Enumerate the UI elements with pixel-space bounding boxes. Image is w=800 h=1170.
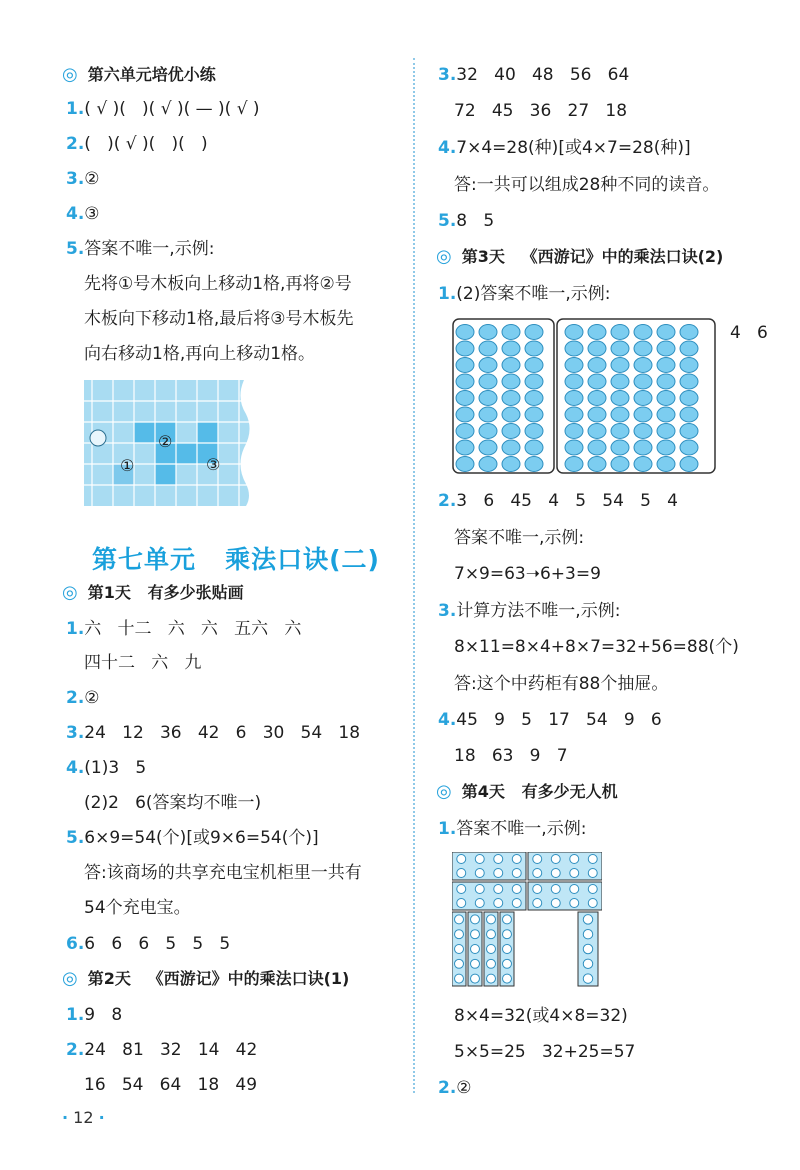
q-number: 5. — [438, 211, 457, 231]
q-number: 4. — [438, 710, 457, 730]
ball — [565, 407, 583, 422]
ball — [525, 457, 543, 472]
q-number: 1. — [66, 619, 85, 639]
drone-dot — [503, 945, 512, 954]
ball — [611, 358, 629, 373]
answer-line: 8×4=32(或4×8=32) — [454, 1006, 628, 1026]
drone-dot — [487, 945, 496, 954]
q-text: 24 81 32 14 42 — [84, 1040, 258, 1060]
q-text: 答案不唯一,示例: — [456, 819, 587, 839]
drone-dot — [583, 959, 592, 968]
answer-line: 54个充电宝。 — [84, 898, 191, 918]
ball — [456, 407, 474, 422]
ball — [479, 325, 497, 340]
q-text: 6×9=54(个)[或9×6=54(个)] — [84, 828, 319, 848]
answer-line — [438, 283, 611, 305]
answer-line: 四十二 六 九 — [84, 653, 202, 673]
ball — [680, 391, 698, 406]
q-text: 45 9 5 17 54 9 6 — [456, 710, 662, 730]
q-number: 2. — [66, 134, 85, 154]
drone-dot — [457, 869, 466, 878]
answer-line — [438, 818, 586, 840]
drone-dot — [457, 855, 466, 864]
answer-line — [438, 137, 691, 159]
q-text: ② — [84, 169, 100, 189]
drone-dot — [588, 869, 597, 878]
drone-dot — [570, 899, 579, 908]
drone-dot — [583, 929, 592, 938]
section-title: 第3天 《西游记》中的乘法口诀(2) — [461, 247, 724, 266]
ball — [502, 391, 520, 406]
ball — [565, 358, 583, 373]
answer-line: 7×9=63➝6+3=9 — [454, 564, 601, 584]
section-title: 第六单元培优小练 — [87, 65, 216, 84]
drone-dot — [583, 974, 592, 983]
ball — [588, 374, 606, 389]
drone-dot — [487, 930, 496, 939]
ball — [657, 391, 675, 406]
drone-dot — [551, 855, 560, 864]
q-text: 32 40 48 56 64 — [456, 65, 630, 85]
ball — [588, 391, 606, 406]
drone-dot — [455, 974, 464, 983]
answer-line — [438, 210, 494, 232]
ball — [502, 424, 520, 439]
q-text: 6 6 6 5 5 5 — [84, 934, 231, 954]
answer-line: 先将①号木板向上移动1格,再将②号 — [84, 274, 352, 294]
q-number: 2. — [438, 491, 457, 511]
ball-rows — [456, 325, 698, 472]
drone-dot — [583, 944, 592, 953]
drone-dot — [455, 945, 464, 954]
q-number: 3. — [66, 169, 85, 189]
ball — [634, 424, 652, 439]
answer-line: 答案不唯一,示例: — [454, 528, 585, 548]
section-day2 — [62, 968, 349, 990]
monkey-icon — [90, 430, 106, 446]
ball — [588, 325, 606, 340]
q-number: 6. — [66, 934, 85, 954]
drone-dot — [533, 855, 542, 864]
ball — [611, 374, 629, 389]
ball — [502, 407, 520, 422]
drone-dot — [588, 899, 597, 908]
q-number: 2. — [438, 1078, 457, 1098]
ball — [680, 440, 698, 455]
q-text: 计算方法不唯一,示例: — [456, 601, 621, 621]
ball — [456, 374, 474, 389]
drone-dot — [475, 855, 484, 864]
ball — [479, 341, 497, 356]
ball — [588, 341, 606, 356]
section-day4 — [436, 781, 618, 803]
q-text: (1)3 5 — [84, 758, 147, 778]
drone-dot — [551, 885, 560, 894]
ball — [525, 374, 543, 389]
answer-line — [438, 1077, 472, 1099]
ball — [502, 440, 520, 455]
ball — [525, 407, 543, 422]
column-divider — [413, 58, 415, 1093]
answer-line: 答:这个中药柜有88个抽屉。 — [454, 674, 669, 694]
ball — [565, 374, 583, 389]
ball — [588, 407, 606, 422]
ball — [502, 457, 520, 472]
answer-line — [66, 618, 301, 640]
ball — [680, 341, 698, 356]
section-day1 — [62, 582, 244, 604]
ball — [479, 440, 497, 455]
answer-line — [66, 1039, 257, 1061]
drone-dot — [457, 885, 466, 894]
q-number: 2. — [66, 1040, 85, 1060]
drone-dot — [512, 869, 521, 878]
drone-dot — [533, 899, 542, 908]
q-number: 4. — [66, 204, 85, 224]
label-3: ③ — [206, 455, 221, 474]
drone-dot — [487, 915, 496, 924]
drone-dot — [551, 899, 560, 908]
ball — [611, 407, 629, 422]
answer-line — [66, 1004, 122, 1026]
drones-figure — [452, 852, 602, 988]
ball — [565, 325, 583, 340]
section-day3 — [436, 246, 723, 268]
ball — [657, 341, 675, 356]
q-text: ( √ )( )( √ )( — )( √ ) — [84, 99, 260, 119]
ball — [525, 440, 543, 455]
drone-dot — [551, 869, 560, 878]
ball — [657, 457, 675, 472]
drone-dot — [583, 915, 592, 924]
ball — [565, 341, 583, 356]
drone-grid — [452, 852, 602, 986]
q-number: 3. — [438, 65, 457, 85]
ball — [680, 358, 698, 373]
ball — [611, 440, 629, 455]
q-number: 4. — [438, 138, 457, 158]
drone-dot — [512, 885, 521, 894]
label-2: ② — [158, 432, 173, 451]
drone-dot — [475, 899, 484, 908]
ball — [479, 457, 497, 472]
ball — [479, 374, 497, 389]
answer-line: 16 54 64 18 49 — [84, 1075, 258, 1095]
answer-line: 8×11=8×4+8×7=32+56=88(个) — [454, 637, 739, 657]
drone-dot — [471, 974, 480, 983]
answer-line — [66, 133, 208, 155]
side-numbers: 4 6 — [730, 323, 768, 343]
ball — [634, 440, 652, 455]
ball — [634, 457, 652, 472]
q-number: 5. — [66, 239, 85, 259]
ball — [611, 391, 629, 406]
answer-line — [66, 687, 100, 709]
ball — [479, 407, 497, 422]
answer-line: 答:该商场的共享充电宝机柜里一共有 — [84, 863, 362, 883]
drone-dot — [503, 930, 512, 939]
section-title: 第4天 有多少无人机 — [461, 782, 618, 801]
ball — [479, 424, 497, 439]
ball — [565, 440, 583, 455]
drone-dot — [475, 885, 484, 894]
ball — [502, 325, 520, 340]
ball — [456, 341, 474, 356]
balls-grouping-figure — [452, 318, 718, 476]
ball — [502, 374, 520, 389]
target-icon: ◎ — [62, 582, 78, 603]
drone-dot — [455, 915, 464, 924]
ball — [565, 424, 583, 439]
answer-line — [66, 203, 100, 225]
drone-dot — [494, 855, 503, 864]
target-icon: ◎ — [62, 968, 78, 989]
answer-line — [66, 98, 260, 120]
ball — [657, 424, 675, 439]
drone-dot — [471, 930, 480, 939]
ball — [525, 391, 543, 406]
ball — [680, 424, 698, 439]
drone-dot — [588, 885, 597, 894]
ball — [479, 391, 497, 406]
q-text: 9 8 — [84, 1005, 123, 1025]
q-number: 1. — [438, 819, 457, 839]
label-1: ① — [120, 456, 135, 475]
ball — [634, 341, 652, 356]
section-title: 第2天 《西游记》中的乘法口诀(1) — [87, 969, 350, 988]
ball — [588, 440, 606, 455]
drone-dot — [494, 885, 503, 894]
q-text: 8 5 — [456, 211, 495, 231]
ball — [657, 374, 675, 389]
drone-dot — [570, 885, 579, 894]
ball — [680, 325, 698, 340]
q-number: 4. — [66, 758, 85, 778]
drone-dot — [503, 959, 512, 968]
target-icon: ◎ — [436, 246, 452, 267]
drone-dot — [512, 899, 521, 908]
answer-line — [438, 490, 678, 512]
answer-line: 向右移动1格,再向上移动1格。 — [84, 344, 316, 364]
answer-line — [438, 64, 629, 86]
drone-dot — [471, 959, 480, 968]
ball — [680, 457, 698, 472]
section-title: 第1天 有多少张贴画 — [87, 583, 244, 602]
q-number: 1. — [66, 1005, 85, 1025]
drone-dot — [533, 869, 542, 878]
ball — [634, 358, 652, 373]
ball — [456, 424, 474, 439]
q-text: ② — [456, 1078, 472, 1098]
q-text: 7×4=28(种)[或4×7=28(种)] — [456, 138, 691, 158]
answer-line: 木板向下移动1格,最后将③号木板先 — [84, 309, 354, 329]
ball — [588, 358, 606, 373]
ball — [611, 341, 629, 356]
drone-dot — [455, 930, 464, 939]
q-number: 1. — [66, 99, 85, 119]
drone-dot — [533, 885, 542, 894]
answer-line — [66, 827, 319, 849]
ball — [657, 440, 675, 455]
q-number: 2. — [66, 688, 85, 708]
ball — [456, 325, 474, 340]
ball — [680, 374, 698, 389]
answer-line: (2)2 6(答案均不唯一) — [84, 793, 262, 813]
ball — [479, 358, 497, 373]
answer-line — [66, 168, 100, 190]
section-unit6-practice — [62, 64, 216, 86]
drone-dot — [455, 959, 464, 968]
drone-dot — [503, 974, 512, 983]
answer-line: 答:一共可以组成28种不同的读音。 — [454, 175, 720, 195]
ball — [634, 391, 652, 406]
ball — [456, 457, 474, 472]
page-number-text: 12 — [73, 1108, 94, 1127]
ball — [502, 341, 520, 356]
answer-line — [438, 600, 620, 622]
ball — [565, 391, 583, 406]
drone-dot — [494, 899, 503, 908]
q-text: (2)答案不唯一,示例: — [456, 284, 611, 304]
target-icon: ◎ — [62, 64, 78, 85]
ball — [565, 457, 583, 472]
q-number: 5. — [66, 828, 85, 848]
answer-line — [438, 709, 662, 731]
drone-dot — [487, 959, 496, 968]
answer-line — [66, 238, 214, 260]
ball — [588, 457, 606, 472]
ball — [456, 440, 474, 455]
ball — [611, 457, 629, 472]
answer-line — [66, 722, 360, 744]
ball — [525, 341, 543, 356]
ball — [525, 358, 543, 373]
drone-dot — [570, 855, 579, 864]
answer-line: 72 45 36 27 18 — [454, 101, 628, 121]
ball — [611, 424, 629, 439]
q-text: 3 6 45 4 5 54 5 4 — [456, 491, 678, 511]
ball — [525, 424, 543, 439]
drone-dot — [494, 869, 503, 878]
q-number: 3. — [438, 601, 457, 621]
drone-dot — [457, 899, 466, 908]
target-icon: ◎ — [436, 781, 452, 802]
ball — [634, 325, 652, 340]
unit7-heading: 第七单元 乘法口诀(二) — [92, 545, 380, 574]
ball — [634, 374, 652, 389]
drone-dot — [588, 855, 597, 864]
ball — [525, 325, 543, 340]
ball — [611, 325, 629, 340]
drone-dot — [471, 945, 480, 954]
answer-line: 5×5=25 32+25=57 — [454, 1042, 636, 1062]
drone-dot — [512, 855, 521, 864]
q-text: ( )( √ )( )( ) — [84, 134, 208, 154]
drone-dot — [487, 974, 496, 983]
drone-dot — [570, 869, 579, 878]
q-text: 答案不唯一,示例: — [84, 239, 215, 259]
q-number: 1. — [438, 284, 457, 304]
ball — [657, 358, 675, 373]
q-text: ② — [84, 688, 100, 708]
ball — [657, 407, 675, 422]
q-text: 六 十二 六 六 五六 六 — [84, 619, 302, 639]
q-text: ③ — [84, 204, 100, 224]
answer-line — [66, 933, 230, 955]
q-text: 24 12 36 42 6 30 54 18 — [84, 723, 361, 743]
answer-line: 18 63 9 7 — [454, 746, 568, 766]
ball — [502, 358, 520, 373]
ball — [657, 325, 675, 340]
ball — [634, 407, 652, 422]
drone-dot — [471, 915, 480, 924]
page-number: · 12 · — [62, 1108, 105, 1127]
q-number: 3. — [66, 723, 85, 743]
ball — [456, 358, 474, 373]
ball — [680, 407, 698, 422]
ball — [588, 424, 606, 439]
drone-dot — [475, 869, 484, 878]
answer-line — [66, 757, 146, 779]
board-grid-figure — [84, 380, 254, 506]
drone-dot — [503, 915, 512, 924]
ball — [456, 391, 474, 406]
